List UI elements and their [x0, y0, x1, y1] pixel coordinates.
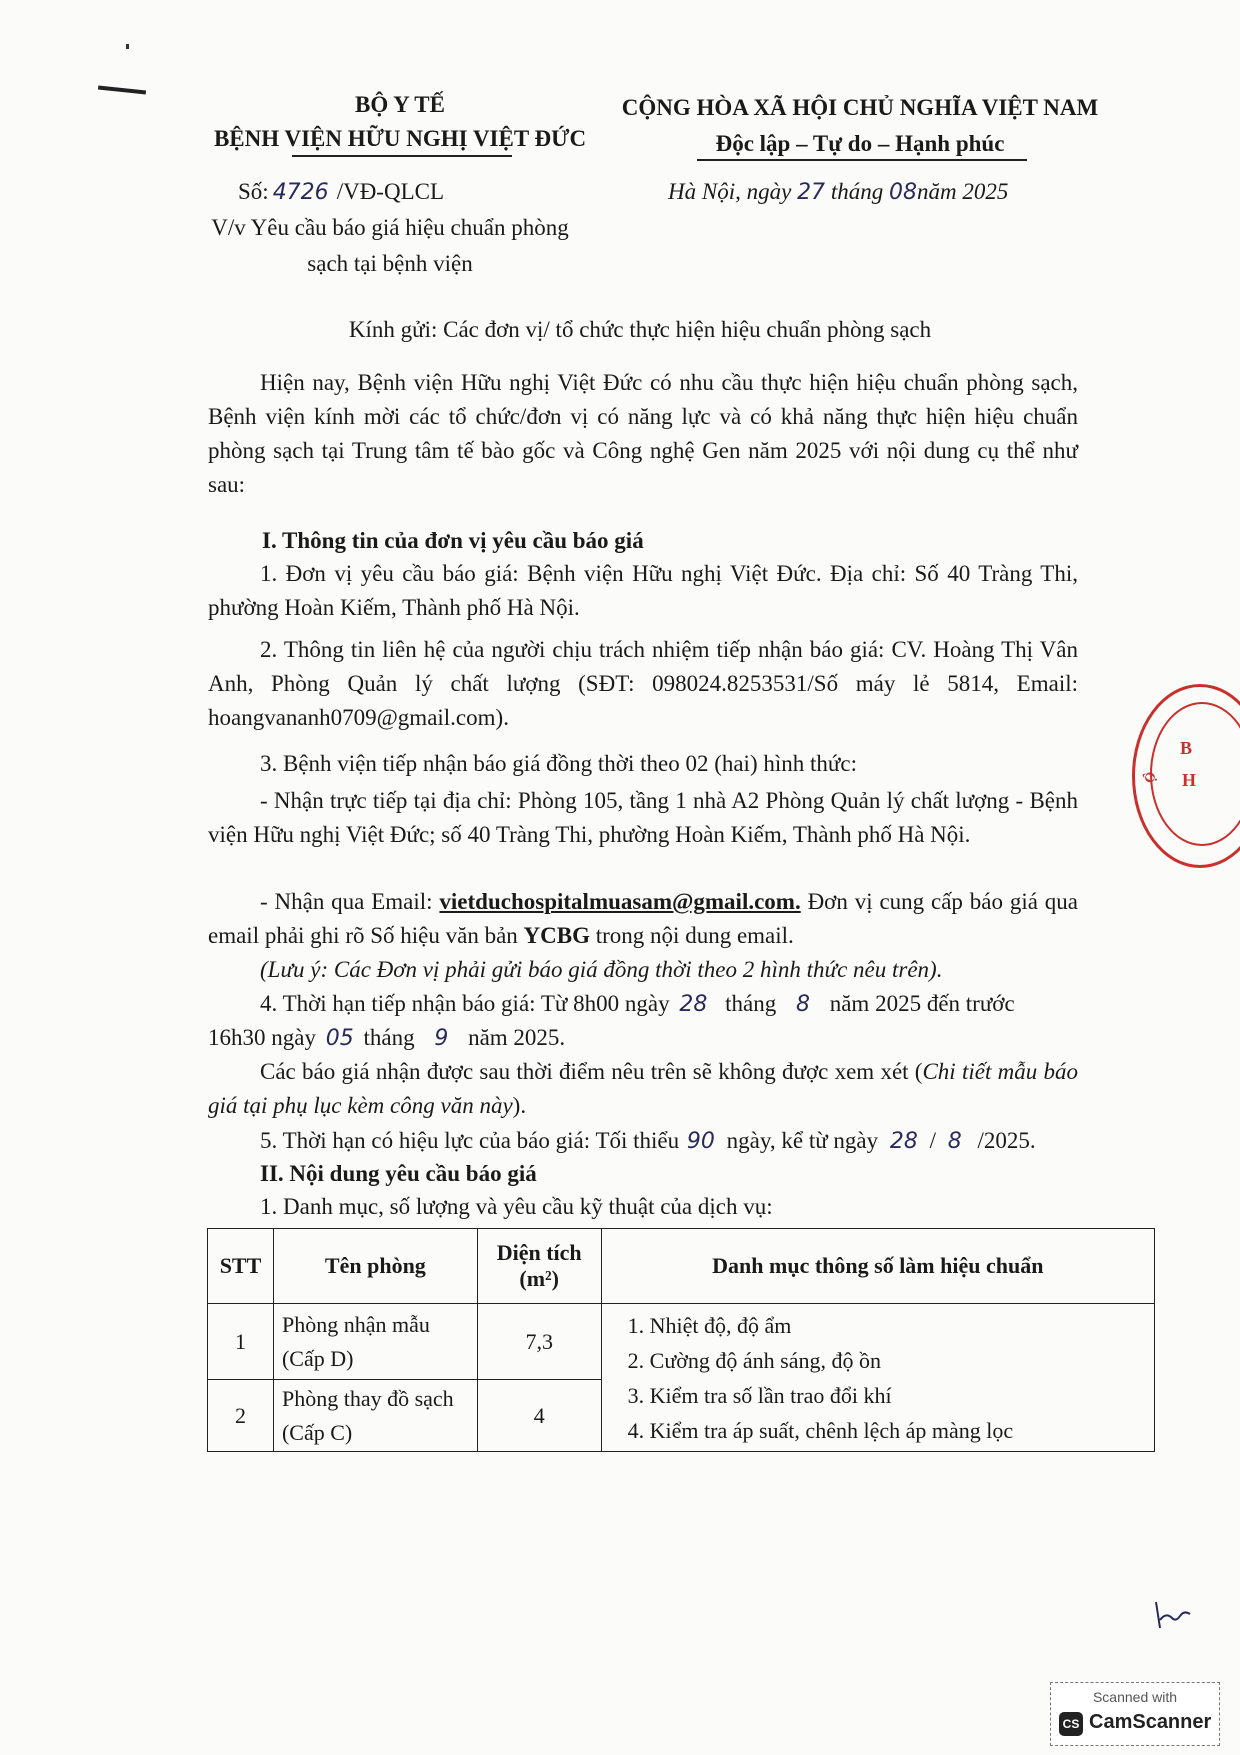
stamp-letter: B [1180, 738, 1193, 758]
item-4-month2-handwritten: 9 [434, 1026, 449, 1051]
row-1-room-name: Phòng nhận mẫu [281, 1311, 430, 1337]
header-area-label: Diện tích [496, 1240, 582, 1265]
row-1-room-grade: (Cấp D) [281, 1345, 354, 1371]
item-4-line-2-prefix: 16h30 ngày [208, 1025, 316, 1050]
handwritten-initials-signature [1150, 1598, 1194, 1632]
item-5-end: /2025. [977, 1128, 1036, 1153]
section-1-item-5 [260, 1124, 1090, 1159]
intro-paragraph: Hiện nay, Bệnh viện Hữu nghị Việt Đức có nhu cầu thực hiện hiệu chuẩn phòng sạch, Bệnh viện kính mời các tổ chức/đơn vị có năng lực và có khả năng thực hiện hiệu chuẩn phòng sạch tại Trung tâm tế bào gốc và Công nghệ Gen năm 2025 với nội dung cụ thể như sau: [208, 370, 1078, 497]
late-italic: Chi tiết mẫu báo giá tại phụ lục kèm công văn này [208, 1059, 1078, 1118]
number-label: Số: [238, 179, 269, 204]
header-room-name: Tên phòng [273, 1229, 477, 1304]
section-1-item-4-line-2 [208, 1021, 1028, 1056]
item-5-month-handwritten: 8 [947, 1129, 962, 1154]
camscanner-badge [1050, 1682, 1220, 1746]
scan-mark [98, 86, 146, 95]
late-submission-note [208, 1055, 1078, 1123]
date-day-handwritten: 27 [797, 180, 826, 205]
section-1-item-2: 2. Thông tin liên hệ của người chịu trách nhiệm tiếp nhận báo giá: CV. Hoàng Thị Vân Anh, Phòng Quản lý chất lượng (SĐT: 098024.8253531/Số máy lẻ 5814, Email: hoangvananh0709@gmail.com). [208, 637, 1078, 730]
number-handwritten: 4726 [272, 180, 329, 205]
ministry-name: BỘ Y TẾ [355, 92, 445, 117]
subject-line-1: V/v Yêu cầu báo giá hiệu chuẩn phòng [211, 215, 569, 240]
parameter-item: 2. Cường độ ánh sáng, độ ồn [627, 1347, 881, 1373]
late-prefix: Các báo giá nhận được sau thời điểm nêu trên sẽ không được xem xét ( [260, 1059, 923, 1084]
section-1-item-3b [208, 885, 1078, 953]
item-3b-end: trong nội dung email. [590, 923, 794, 948]
header-area [477, 1229, 601, 1304]
section-1-item-1: 1. Đơn vị yêu cầu báo giá: Bệnh viện Hữu nghị Việt Đức. Địa chỉ: Số 40 Tràng Thi, phường Hoàn Kiếm, Thành phố Hà Nội. [208, 561, 1078, 620]
item-5-days-handwritten: 90 [686, 1129, 715, 1154]
table-header-row [208, 1229, 1155, 1304]
section-2-heading: II. Nội dung yêu cầu báo giá [260, 1161, 537, 1186]
row-1-room [273, 1304, 477, 1380]
date-month-label: tháng [830, 179, 884, 204]
section-1-heading: I. Thông tin của đơn vị yêu cầu báo giá [262, 528, 644, 553]
purchase-email-link[interactable]: vietduchospitalmuasam@gmail.com. [439, 889, 801, 914]
section-1-item-3: 3. Bệnh viện tiếp nhận báo giá đồng thời theo 02 (hai) hình thức: [260, 751, 857, 776]
item-4-prefix: 4. Thời hạn tiếp nhận báo giá: Từ 8h00 ngày [260, 991, 670, 1016]
header-parameters: Danh mục thông số làm hiệu chuẩn [601, 1229, 1154, 1304]
camscanner-logo-icon: CS [1059, 1712, 1083, 1736]
table-row [208, 1304, 1155, 1380]
national-motto: Độc lập – Tự do – Hạnh phúc [715, 131, 1005, 156]
parameter-item: 3. Kiểm tra số lần trao đổi khí [627, 1382, 892, 1408]
row-1-area: 7,3 [477, 1304, 601, 1380]
stamp-letter: H [1182, 770, 1197, 790]
item-3b-mid: Đơn vị cung cấp báo giá qua email phải ghi rõ Số hiệu văn bản [208, 889, 1078, 948]
item-4-rest: năm 2025 đến trước [829, 991, 1015, 1016]
item-4-month2-label: tháng [363, 1025, 415, 1050]
item-5-mid: ngày, kể từ ngày [726, 1128, 879, 1153]
item-4-month-label: tháng [725, 991, 777, 1016]
section-2-item-1: 1. Danh mục, số lượng và yêu cầu kỹ thuật của dịch vụ: [260, 1194, 773, 1219]
parameter-item: 1. Nhiệt độ, độ ẩm [627, 1312, 792, 1338]
item-4-line-2-end: năm 2025. [468, 1025, 566, 1050]
hospital-underline [292, 155, 512, 157]
hospital-name: BỆNH VIỆN HỮU NGHỊ VIỆT ĐỨC [213, 126, 587, 151]
item-4-day2-handwritten: 05 [325, 1026, 354, 1051]
section-1-item-4-line-1 [260, 987, 1080, 1022]
item-4-day-handwritten: 28 [679, 992, 708, 1017]
row-2-room [273, 1380, 477, 1452]
document-number [238, 175, 558, 210]
item-4-month-handwritten: 8 [795, 992, 810, 1017]
date-month-handwritten: 08 [888, 180, 917, 205]
document-date [668, 175, 1088, 210]
date-prefix: Hà Nội, ngày [668, 179, 792, 204]
row-2-area: 4 [477, 1380, 601, 1452]
parameters-cell [601, 1304, 1154, 1452]
section-1-item-3a: - Nhận trực tiếp tại địa chỉ: Phòng 105, tầng 1 nhà A2 Phòng Quản lý chất lượng - Bệnh viện Hữu nghị Việt Đức; số 40 Tràng Thi, phường Hoàn Kiếm, Thành phố Hà Nội. [208, 788, 1078, 847]
stamp-letter: Ộ [1142, 770, 1160, 786]
row-2-room-name: Phòng thay đồ sạch [281, 1385, 454, 1411]
republic-name: CỘNG HÒA XÃ HỘI CHỦ NGHĨA VIỆT NAM [621, 95, 1099, 120]
subject-line-2: sạch tại bệnh viện [307, 251, 473, 276]
item-3b-code: YCBG [523, 923, 590, 948]
header-stt: STT [208, 1229, 274, 1304]
calibration-table [207, 1228, 1155, 1452]
item-5-sep: / [929, 1128, 937, 1153]
item-5-day-handwritten: 28 [889, 1129, 918, 1154]
motto-underline [697, 159, 1027, 161]
camscanner-brand: CamScanner [1089, 1711, 1212, 1733]
number-suffix: /VĐ-QLCL [336, 179, 445, 204]
late-end: ). [512, 1093, 527, 1118]
header-area-unit: (m²) [519, 1266, 559, 1291]
row-2-stt: 2 [208, 1380, 274, 1452]
section-1-note: (Lưu ý: Các Đơn vị phải gửi báo giá đồng thời theo 2 hình thức nêu trên). [260, 957, 943, 982]
item-5-prefix: 5. Thời hạn có hiệu lực của báo giá: Tối thiểu [260, 1128, 680, 1153]
camscanner-small-text: Scanned with [1092, 1689, 1178, 1705]
parameter-item: 4. Kiểm tra áp suất, chênh lệch áp màng lọc [627, 1417, 1014, 1443]
row-1-stt: 1 [208, 1304, 274, 1380]
item-3b-prefix: - Nhận qua Email: [260, 889, 440, 914]
date-year: năm 2025 [916, 179, 1009, 204]
recipient-line: Kính gửi: Các đơn vị/ tổ chức thực hiện hiệu chuẩn phòng sạch [348, 317, 932, 342]
row-2-room-grade: (Cấp C) [281, 1419, 353, 1445]
scan-dot [126, 44, 129, 49]
